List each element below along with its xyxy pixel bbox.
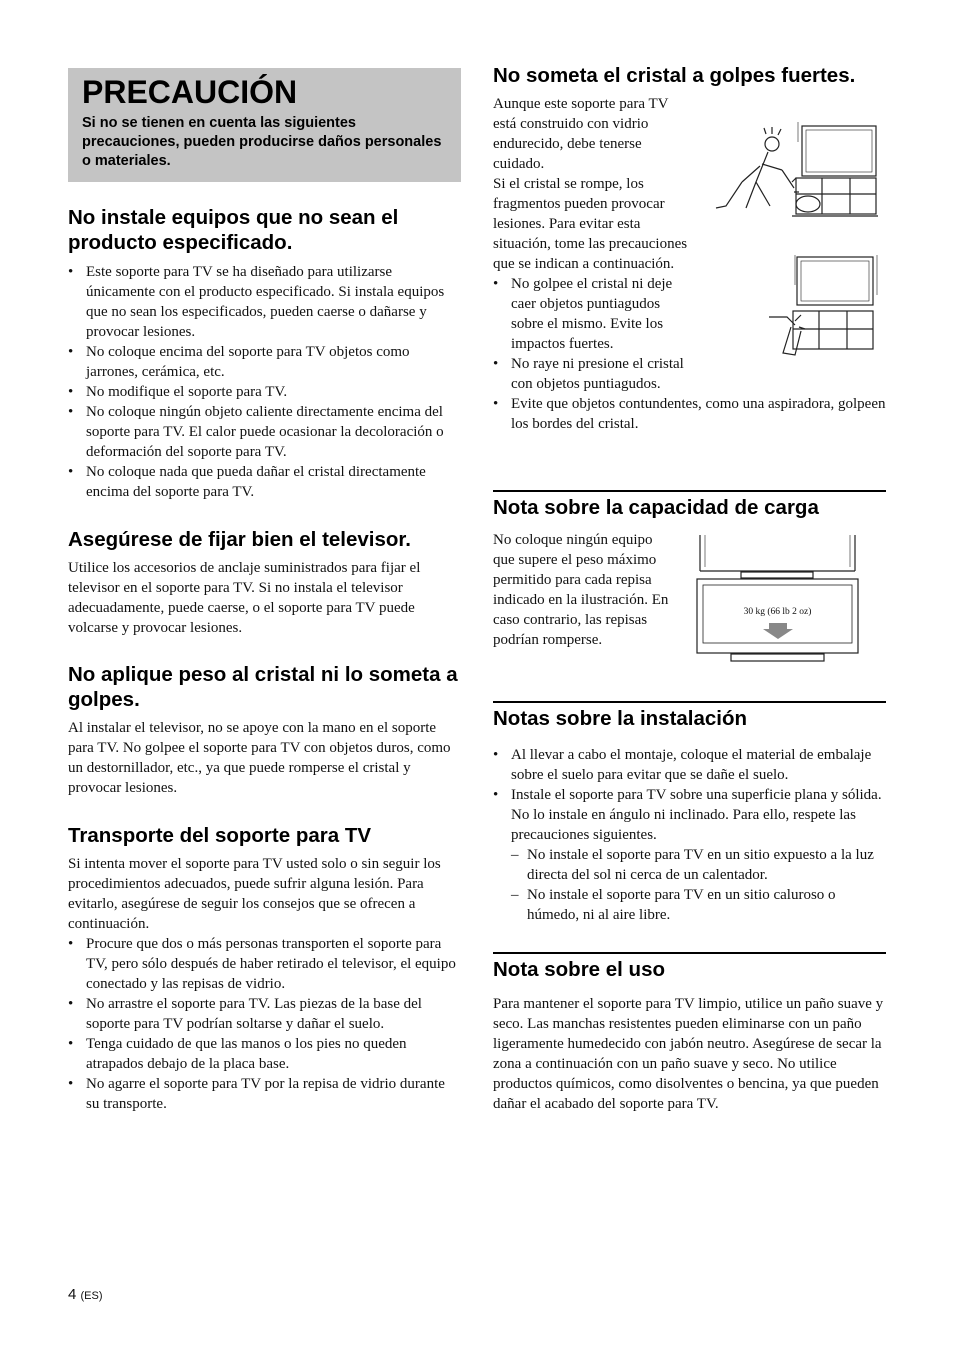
page-title: PRECAUCIÓN: [82, 74, 298, 110]
section-text: Para mantener el soporte para TV limpio, utilice un paño suave y seco. Las manchas resistentes pueden eliminarse con un paño ligeramente humedecido con jabón neutro. Asegúrese de secar la zona a continuación con un paño suave y seco. No utilice productos químicos, como disolventes o bencina, ya que pueden dañar el acabado del soporte para TV.: [493, 996, 884, 1112]
page-number: 4: [68, 1286, 77, 1303]
list-item: • No coloque ningún objeto caliente directamente encima del soporte para TV. El calor puede ocasionar la decoloración o deformación del soporte para TV.: [68, 402, 461, 462]
section-usage-note: [493, 952, 886, 1114]
text-line: situación, tome las precauciones: [493, 236, 688, 252]
section-title: No aplique peso al cristal ni lo someta a golpes.: [68, 663, 458, 711]
list-item: • Procure que dos o más personas transporten el soporte para TV, pero sólo después de haber retirado el televisor, el equipo conectado y las repisas de vidrio.: [68, 934, 461, 994]
caution-subtitle: Si no se tienen en cuenta las siguientes precauciones, pueden producirse daños personales o materiales.: [82, 115, 442, 169]
sub-list-item: – No instale el soporte para TV en un sitio caluroso o húmedo, ni al aire libre.: [511, 885, 886, 925]
section-title: Notas sobre la instalación: [493, 701, 886, 731]
section-transport: [68, 823, 461, 1114]
text-line: Aunque este soporte para TV: [493, 96, 669, 112]
section-title: Nota sobre la capacidad de carga: [493, 490, 886, 520]
text-line: fragmentos pueden provocar: [493, 196, 665, 212]
language-code: (ES): [80, 1290, 103, 1302]
list-item: [493, 785, 886, 925]
load-capacity-diagram: [695, 535, 860, 663]
text-line: cuidado.: [493, 156, 545, 172]
vacuum-impact-illustration: [712, 122, 880, 222]
bullet-list: [68, 934, 461, 1114]
section-title: Asegúrese de fijar bien el televisor.: [68, 528, 411, 551]
stand-diagram-shape: [695, 535, 860, 663]
tv-screen-shape: [802, 126, 876, 176]
list-item: • Tenga cuidado de que las manos o los pies no queden atrapados debajo de la placa base.: [68, 1034, 461, 1074]
section-installation-notes: [493, 701, 886, 925]
section-title: No someta el cristal a golpes fuertes.: [493, 64, 856, 87]
person-head-shape: [765, 137, 779, 151]
section-specified-product: [68, 205, 461, 502]
tv-stand-shape: [793, 311, 873, 349]
section-title: Nota sobre el uso: [493, 952, 886, 982]
section-secure-tv: [68, 527, 461, 638]
section-glass-impacts: [493, 63, 886, 434]
down-arrow-icon: [763, 623, 793, 639]
list-item-text: Instale el soporte para TV sobre una superficie plana y sólida. No lo instale en ángulo ni inclinado. Para ello, respete las precauciones siguientes.: [511, 787, 882, 843]
list-item: • No modifique el soporte para TV.: [68, 382, 461, 402]
text-line: endurecido, debe tenerse: [493, 136, 642, 152]
dash-list: [511, 845, 886, 925]
section-text: No coloque ningún equipo que supere el peso máximo permitido para cada repisa indicado en la ilustración. En caso contrario, las repisas podrían romperse.: [493, 532, 669, 648]
caution-banner: [68, 68, 461, 182]
section-no-weight-on-glass: [68, 662, 461, 798]
section-title: Transporte del soporte para TV: [68, 824, 372, 847]
text-line: está construido con vidrio: [493, 116, 649, 132]
vacuum-shape: [796, 196, 820, 212]
bullet-list: [493, 745, 886, 925]
text-line: Si el cristal se rompe, los: [493, 176, 644, 192]
text-line: que se indican a continuación.: [493, 256, 675, 272]
section-title: No instale equipos que no sean el producto especificado.: [68, 206, 399, 254]
list-item: • No agarre el soporte para TV por la repisa de vidrio durante su transporte.: [68, 1074, 461, 1114]
screwdriver-shape: [769, 317, 795, 325]
section-text: Si intenta mover el soporte para TV usted solo o sin seguir los procedimientos adecuados, puede sufrir alguna lesión. Para evitarlo, asegúrese de seguir los consejos que se ofrecen a continuación.: [68, 856, 441, 932]
list-item: • Este soporte para TV se ha diseñado para utilizarse únicamente con el producto especificado. Si instala equipos que no sean los especificados, pueden caerse o dañarse y provocar lesiones.: [68, 262, 461, 342]
list-item: • Al llevar a cabo el montaje, coloque el material de embalaje sobre el suelo para evitar que se dañe el suelo.: [493, 745, 886, 785]
weight-label: 30 kg (66 lb 2 oz): [743, 607, 812, 617]
list-item: • No raye ni presione el cristal con objetos puntiagudos.: [493, 354, 696, 394]
section-text: Utilice los accesorios de anclaje suministrados para fijar el televisor en el soporte para TV. Si no instala el televisor adecuadamente, puede caerse, o el soporte para TV puede volcarse y provocar lesiones.: [68, 560, 421, 636]
text-line: lesiones. Para evitar esta: [493, 216, 641, 232]
sub-list-item: – No instale el soporte para TV en un sitio expuesto a la luz directa del sol ni cerca de un calentador.: [511, 845, 886, 885]
list-item: • No coloque nada que pueda dañar el cristal directamente encima del soporte para TV.: [68, 462, 461, 502]
list-item: • Evite que objetos contundentes, como una aspiradora, golpeen los bordes del cristal.: [493, 394, 886, 434]
list-item: • No arrastre el soporte para TV. Las piezas de la base del soporte para TV podrían soltarse y dañar el suelo.: [68, 994, 461, 1034]
bullet-list: [68, 262, 461, 502]
list-item: • No coloque encima del soporte para TV objetos como jarrones, cerámica, etc.: [68, 342, 461, 382]
sharp-object-illustration: [765, 255, 880, 360]
list-item: • No golpee el cristal ni deje caer objetos puntiagudos sobre el mismo. Evite los impactos fuertes.: [493, 274, 696, 354]
section-text: Al instalar el televisor, no se apoye con la mano en el soporte para TV. No golpee el soporte para TV con objetos duros, como un destornillador, etc., ya que puede romperse el cristal y provocar lesiones.: [68, 720, 451, 796]
page-footer: [68, 1286, 103, 1303]
tv-screen-shape: [797, 257, 873, 305]
